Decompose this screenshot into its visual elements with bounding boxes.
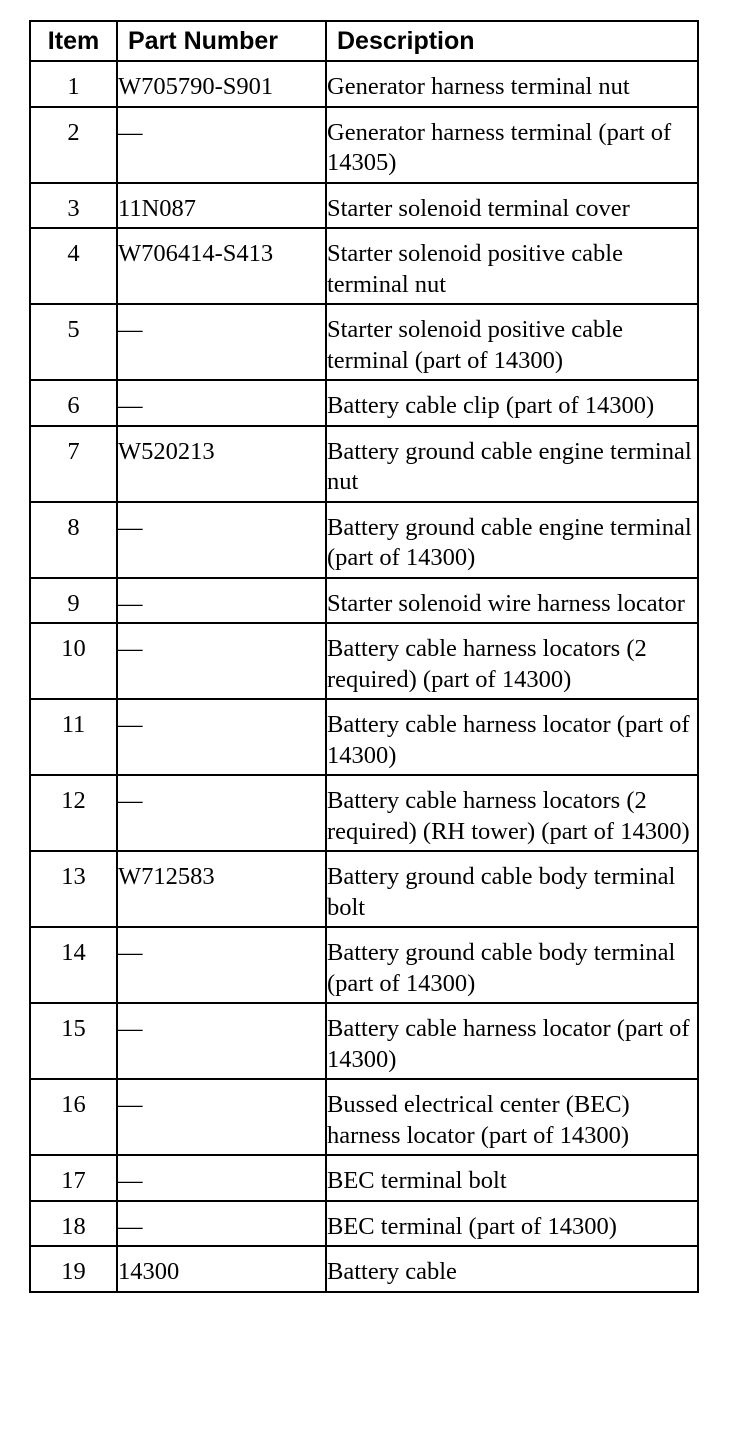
header-description: Description	[326, 21, 698, 61]
part-number-cell: —	[117, 304, 326, 380]
table-row	[30, 578, 698, 624]
table-row	[30, 1155, 698, 1201]
table-row	[30, 1246, 698, 1292]
table-row	[30, 380, 698, 426]
table-row	[30, 927, 698, 1003]
table-row	[30, 1079, 698, 1155]
table-row	[30, 699, 698, 775]
description-cell: Battery cable clip (part of 14300)	[326, 380, 698, 426]
item-cell: 7	[30, 426, 117, 502]
item-cell: 18	[30, 1201, 117, 1247]
part-number-cell: W705790-S901	[117, 61, 326, 107]
description-cell: Battery cable harness locators (2 required) (part of 14300)	[326, 623, 698, 699]
description-cell: Starter solenoid wire harness locator	[326, 578, 698, 624]
item-cell: 9	[30, 578, 117, 624]
table-row	[30, 775, 698, 851]
item-cell: 14	[30, 927, 117, 1003]
item-cell: 16	[30, 1079, 117, 1155]
description-cell: Bussed electrical center (BEC) harness locator (part of 14300)	[326, 1079, 698, 1155]
table-row	[30, 1003, 698, 1079]
description-cell: Battery ground cable body terminal (part of 14300)	[326, 927, 698, 1003]
table-row	[30, 426, 698, 502]
part-number-cell: W712583	[117, 851, 326, 927]
table-row	[30, 228, 698, 304]
table-row	[30, 61, 698, 107]
table-row	[30, 183, 698, 229]
part-number-cell: —	[117, 775, 326, 851]
table-row	[30, 304, 698, 380]
item-cell: 2	[30, 107, 117, 183]
part-number-cell: —	[117, 502, 326, 578]
table-row	[30, 107, 698, 183]
table-row	[30, 851, 698, 927]
item-cell: 13	[30, 851, 117, 927]
part-number-cell: —	[117, 380, 326, 426]
description-cell: Starter solenoid terminal cover	[326, 183, 698, 229]
item-cell: 3	[30, 183, 117, 229]
item-cell: 4	[30, 228, 117, 304]
description-cell: Starter solenoid positive cable terminal nut	[326, 228, 698, 304]
part-number-cell: —	[117, 699, 326, 775]
header-row	[30, 21, 698, 61]
item-cell: 11	[30, 699, 117, 775]
part-number-cell: W706414-S413	[117, 228, 326, 304]
description-cell: Starter solenoid positive cable terminal (part of 14300)	[326, 304, 698, 380]
part-number-cell: —	[117, 1201, 326, 1247]
table-row	[30, 623, 698, 699]
item-cell: 15	[30, 1003, 117, 1079]
table-row	[30, 1201, 698, 1247]
description-cell: Battery ground cable body terminal bolt	[326, 851, 698, 927]
part-number-cell: —	[117, 1079, 326, 1155]
description-cell: Battery cable harness locator (part of 14300)	[326, 1003, 698, 1079]
item-cell: 5	[30, 304, 117, 380]
item-cell: 8	[30, 502, 117, 578]
description-cell: BEC terminal bolt	[326, 1155, 698, 1201]
description-cell: Battery cable harness locator (part of 14300)	[326, 699, 698, 775]
part-number-cell: 14300	[117, 1246, 326, 1292]
description-cell: Battery ground cable engine terminal nut	[326, 426, 698, 502]
description-cell: Battery cable	[326, 1246, 698, 1292]
item-cell: 17	[30, 1155, 117, 1201]
part-number-cell: —	[117, 623, 326, 699]
item-cell: 10	[30, 623, 117, 699]
part-number-cell: —	[117, 1003, 326, 1079]
part-number-cell: —	[117, 927, 326, 1003]
part-number-cell: —	[117, 107, 326, 183]
item-cell: 12	[30, 775, 117, 851]
part-number-cell: —	[117, 578, 326, 624]
table-row	[30, 502, 698, 578]
item-cell: 6	[30, 380, 117, 426]
part-number-cell: W520213	[117, 426, 326, 502]
table-body	[30, 61, 698, 1292]
description-cell: BEC terminal (part of 14300)	[326, 1201, 698, 1247]
table-header	[30, 21, 698, 61]
header-item: Item	[30, 21, 117, 61]
description-cell: Battery cable harness locators (2 required) (RH tower) (part of 14300)	[326, 775, 698, 851]
item-cell: 19	[30, 1246, 117, 1292]
part-number-cell: 11N087	[117, 183, 326, 229]
parts-table	[29, 20, 699, 1293]
description-cell: Battery ground cable engine terminal (part of 14300)	[326, 502, 698, 578]
header-part-number: Part Number	[117, 21, 326, 61]
item-cell: 1	[30, 61, 117, 107]
description-cell: Generator harness terminal nut	[326, 61, 698, 107]
part-number-cell: —	[117, 1155, 326, 1201]
description-cell: Generator harness terminal (part of 14305)	[326, 107, 698, 183]
